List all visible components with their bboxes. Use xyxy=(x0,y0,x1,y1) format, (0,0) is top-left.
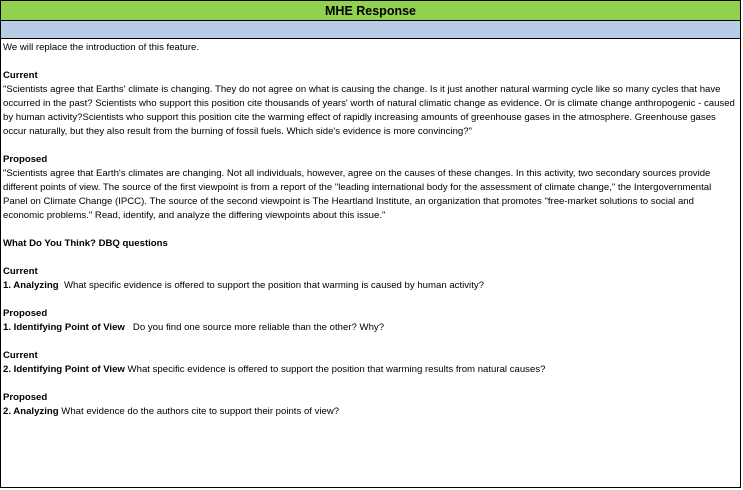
q1-current-question xyxy=(3,279,737,293)
response-cell[interactable] xyxy=(1,39,740,419)
current-text: "Scientists agree that Earths' climate is changing. They do not agree on what is causing the change. Is it just another natural warming cycle like so many cycles that have occurred in the past? Scientists who support this position cite thousands of years' worth of natural climatic change as evidence. Or is climate change anthropogenic - caused by human activity?Scientists who support this position cite the warming effect of rapidly increasing amounts of greenhouse gases in the atmosphere. Greenhouse gases occur naturally, but they also result from the burning of fossil fuels. Which side's evidence is more convincing?" xyxy=(3,84,735,137)
q2-proposed-label: Proposed xyxy=(3,392,48,403)
proposed-label: Proposed xyxy=(3,154,48,165)
q1-proposed-question xyxy=(3,321,737,335)
q1-proposed-text: Do you find one source more reliable than the other? Why? xyxy=(124,322,385,333)
q1-proposed-label: Proposed xyxy=(3,308,48,319)
subheader-bar xyxy=(1,21,740,39)
q2-current-skill: 2. Identifying Point of View xyxy=(3,364,125,375)
q2-current-text: What specific evidence is offered to support the position that warming results from natural causes? xyxy=(124,364,546,375)
current-label: Current xyxy=(3,70,38,81)
q2-current-question xyxy=(3,363,737,377)
q1-current-label: Current xyxy=(3,266,38,277)
dbq-heading: What Do You Think? DBQ questions xyxy=(3,238,168,249)
q1-current-text: What specific evidence is offered to support the position that warming is caused by human activity? xyxy=(58,280,484,291)
intro-text: We will replace the introduction of this feature. xyxy=(3,42,200,53)
q1-current-skill: 1. Analyzing xyxy=(3,280,59,291)
proposed-text: "Scientists agree that Earth's climates are changing. Not all individuals, however, agree on the causes of these changes. In this activity, two secondary sources provide different points of view. The source of the first viewpoint is from a report of the "leading international body for the assessment of climate change," the Intergovernmental Panel on Climate Change (IPCC). The source of the second viewpoint is The Heartland Institute, an organization that promotes "free-market solutions to social and economic problems." Read, identify, and analyze the differing viewpoints about this issue." xyxy=(3,168,712,221)
q2-current-label: Current xyxy=(3,350,38,361)
q1-proposed-skill: 1. Identifying Point of View xyxy=(3,322,125,333)
q2-proposed-question xyxy=(3,405,737,419)
header-bar xyxy=(1,1,740,21)
q2-proposed-skill: 2. Analyzing xyxy=(3,406,59,417)
q2-proposed-text: What evidence do the authors cite to support their points of view? xyxy=(58,406,340,417)
header-title: MHE Response xyxy=(325,3,416,18)
